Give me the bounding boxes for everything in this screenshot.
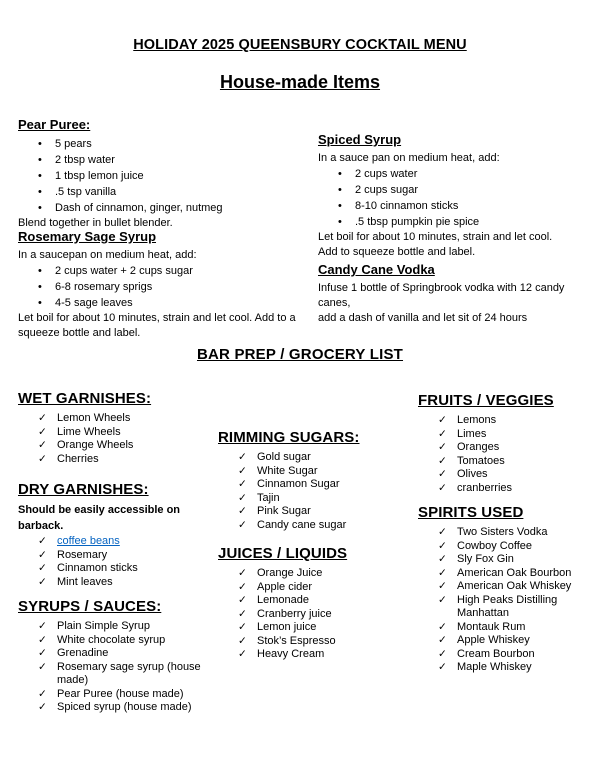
ingredient-label: Dash of cinnamon, ginger, nutmeg xyxy=(55,202,223,214)
check-icon: ✓ xyxy=(238,567,247,579)
section-title: FRUITS / VEGGIES xyxy=(418,392,554,409)
recipe-note-line: Add to squeeze bottle and label. xyxy=(318,246,476,258)
ingredient-item xyxy=(18,136,296,152)
bullet-icon: • xyxy=(38,186,42,198)
item-label: Lemon Wheels xyxy=(57,412,131,424)
item-label: Lime Wheels xyxy=(57,425,121,438)
item-label: Orange Juice xyxy=(257,567,323,579)
item-label: Pear Puree (house made) xyxy=(57,687,184,700)
ingredient-item xyxy=(18,152,296,168)
check-icon: ✓ xyxy=(438,539,447,552)
item-label: Maple Whiskey xyxy=(457,661,532,673)
recipe-note-line: Let boil for about 10 minutes, strain and let cool. Add to a xyxy=(18,312,296,324)
check-item xyxy=(418,648,594,662)
section-title: SYRUPS / SAUCES: xyxy=(18,598,162,615)
check-icon: ✓ xyxy=(238,594,247,606)
bullet-icon: • xyxy=(38,138,42,150)
ingredient-item xyxy=(18,279,296,295)
recipe-title: Rosemary Sage Syrup xyxy=(18,229,157,244)
item-label: White Sugar xyxy=(257,464,318,477)
check-icon: ✓ xyxy=(38,660,47,673)
recipe-note-line: Let boil for about 10 minutes, strain and let cool. xyxy=(318,231,553,243)
check-item xyxy=(418,455,594,469)
check-icon: ✓ xyxy=(38,633,47,646)
check-item xyxy=(218,478,404,492)
ingredient-label: 2 cups sugar xyxy=(355,184,418,196)
recipe-intro: In a sauce pan on medium heat, add: xyxy=(318,152,500,164)
check-icon: ✓ xyxy=(238,648,247,660)
check-icon: ✓ xyxy=(238,607,247,620)
check-item xyxy=(18,549,214,563)
page-subtitle: House-made Items xyxy=(219,72,381,92)
check-item xyxy=(418,553,594,567)
check-item xyxy=(18,701,214,715)
check-item xyxy=(18,426,214,440)
item-label: Grenadine xyxy=(57,647,109,659)
check-item xyxy=(218,451,404,465)
check-icon: ✓ xyxy=(238,478,247,490)
check-icon: ✓ xyxy=(38,535,47,547)
check-item xyxy=(218,567,404,581)
check-item xyxy=(218,505,404,519)
item-label: Lemonade xyxy=(257,594,309,606)
check-icon: ✓ xyxy=(38,439,47,451)
ingredient-item xyxy=(318,214,586,230)
item-label: Cream Bourbon xyxy=(457,647,535,660)
section-dry-garnishes xyxy=(18,480,214,589)
check-icon: ✓ xyxy=(438,481,447,494)
bullet-icon: • xyxy=(38,281,42,293)
grocery-column-right xyxy=(418,391,594,675)
item-label: Rosemary sage syrup (house made) xyxy=(57,660,201,686)
recipe-title: Pear Puree: xyxy=(18,117,91,132)
check-icon: ✓ xyxy=(438,553,447,565)
item-label: Limes xyxy=(457,427,487,440)
item-label: Cherries xyxy=(57,452,99,465)
recipe-spiced-syrup xyxy=(318,131,586,260)
check-icon: ✓ xyxy=(238,634,247,647)
item-label: American Oak Whiskey xyxy=(457,580,572,592)
check-item xyxy=(218,519,404,533)
item-label: White chocolate syrup xyxy=(57,633,166,646)
item-label: Heavy Cream xyxy=(257,648,325,660)
check-item xyxy=(218,465,404,479)
check-icon: ✓ xyxy=(238,505,247,517)
check-item xyxy=(18,562,214,576)
item-label: Pink Sugar xyxy=(257,505,311,517)
section-spirits-used xyxy=(418,503,594,675)
check-item xyxy=(218,581,404,595)
bullet-icon: • xyxy=(338,184,342,196)
grocery-column-left xyxy=(18,389,214,715)
recipe-note-line: Infuse 1 bottle of Springbrook vodka with 12 candy canes, xyxy=(318,282,565,309)
recipe-candy-cane-vodka xyxy=(318,261,588,326)
item-label: Plain Simple Syrup xyxy=(57,620,150,632)
item-label: Montauk Rum xyxy=(457,620,526,633)
check-item xyxy=(18,634,214,648)
check-item xyxy=(218,635,404,649)
check-icon: ✓ xyxy=(438,566,447,579)
ingredient-item xyxy=(18,263,296,279)
ingredient-label: .5 tsp vanilla xyxy=(55,186,117,198)
check-icon: ✓ xyxy=(438,620,447,633)
section-rimming-sugars xyxy=(218,428,404,532)
check-item xyxy=(418,621,594,635)
item-label: Tomatoes xyxy=(457,454,505,467)
check-item xyxy=(218,492,404,506)
item-label: Mint leaves xyxy=(57,575,113,588)
ingredient-item xyxy=(318,198,586,214)
check-icon: ✓ xyxy=(438,427,447,440)
item-label: cranberries xyxy=(457,481,513,494)
section-title: SPIRITS USED xyxy=(418,504,524,521)
check-icon: ✓ xyxy=(38,620,47,632)
check-item xyxy=(18,661,214,688)
item-label: Cinnamon sticks xyxy=(57,562,138,574)
check-item xyxy=(218,608,404,622)
check-icon: ✓ xyxy=(438,441,447,453)
grocery-column-middle xyxy=(218,428,404,662)
item-label: Cowboy Coffee xyxy=(457,539,533,552)
item-label: American Oak Bourbon xyxy=(457,566,572,579)
check-item xyxy=(418,594,594,621)
check-item xyxy=(418,482,594,496)
coffee-beans-link[interactable]: coffee beans xyxy=(57,535,120,547)
ingredient-label: 2 tbsp water xyxy=(55,154,115,166)
ingredient-label: 5 pears xyxy=(55,138,92,150)
ingredient-item xyxy=(18,168,296,184)
ingredient-label: .5 tbsp pumpkin pie spice xyxy=(355,216,480,228)
check-icon: ✓ xyxy=(438,593,447,606)
recipe-note-line: squeeze bottle and label. xyxy=(18,327,141,339)
check-icon: ✓ xyxy=(238,621,247,633)
check-icon: ✓ xyxy=(438,634,447,646)
ingredient-label: 1 tbsp lemon juice xyxy=(55,170,144,182)
bullet-icon: • xyxy=(338,216,342,228)
item-label: Rosemary xyxy=(57,548,108,561)
bar-prep-title: BAR PREP / GROCERY LIST xyxy=(196,346,404,363)
check-item xyxy=(418,428,594,442)
section-syrups-sauces xyxy=(18,597,214,715)
recipe-note-line: Blend together in bullet blender. xyxy=(18,217,173,229)
item-label: Gold sugar xyxy=(257,451,311,463)
ingredient-label: 6-8 rosemary sprigs xyxy=(55,281,153,293)
check-icon: ✓ xyxy=(438,454,447,467)
check-item xyxy=(218,594,404,608)
check-icon: ✓ xyxy=(238,464,247,477)
section-note-line: Should be easily accessible on xyxy=(18,504,181,516)
check-item xyxy=(18,576,214,590)
check-item xyxy=(418,634,594,648)
check-item xyxy=(418,468,594,482)
item-label: Oranges xyxy=(457,441,500,453)
recipe-rosemary-sage-syrup xyxy=(18,228,296,341)
item-label: Two Sisters Vodka xyxy=(457,526,548,538)
item-label: Olives xyxy=(457,468,488,480)
check-item xyxy=(418,540,594,554)
check-item xyxy=(18,620,214,634)
check-icon: ✓ xyxy=(438,647,447,660)
section-title: RIMMING SUGARS: xyxy=(218,429,360,446)
check-item xyxy=(418,526,594,540)
check-item xyxy=(18,688,214,702)
check-item xyxy=(18,453,214,467)
item-label: High Peaks Distilling Manhattan xyxy=(457,593,558,619)
check-item xyxy=(18,535,214,549)
recipe-note-line: add a dash of vanilla and let sit of 24 hours xyxy=(318,312,528,324)
check-icon: ✓ xyxy=(38,412,47,424)
item-label: Apple Whiskey xyxy=(457,634,530,646)
check-item xyxy=(18,412,214,426)
check-item xyxy=(218,621,404,635)
check-icon: ✓ xyxy=(38,701,47,713)
check-icon: ✓ xyxy=(238,518,247,531)
ingredient-item xyxy=(18,184,296,200)
check-icon: ✓ xyxy=(238,451,247,463)
ingredient-label: 2 cups water + 2 cups sugar xyxy=(55,265,193,277)
check-icon: ✓ xyxy=(38,425,47,438)
ingredient-item xyxy=(318,166,586,182)
section-wet-garnishes xyxy=(18,389,214,466)
check-icon: ✓ xyxy=(38,548,47,561)
bullet-icon: • xyxy=(38,154,42,166)
item-label: Cinnamon Sugar xyxy=(257,478,340,490)
section-fruits-veggies xyxy=(418,391,594,495)
check-icon: ✓ xyxy=(38,452,47,465)
bullet-icon: • xyxy=(38,265,42,277)
ingredient-label: 4-5 sage leaves xyxy=(55,297,133,309)
page-title: HOLIDAY 2025 QUEENSBURY COCKTAIL MENU xyxy=(133,37,467,53)
item-label: Lemon juice xyxy=(257,621,317,633)
ingredient-item xyxy=(318,182,586,198)
check-icon: ✓ xyxy=(438,526,447,538)
check-icon: ✓ xyxy=(438,661,447,673)
recipe-pear-puree xyxy=(18,116,296,231)
recipe-title: Candy Cane Vodka xyxy=(318,262,435,277)
item-label: Spiced syrup (house made) xyxy=(57,701,192,713)
item-label: Cranberry juice xyxy=(257,607,332,620)
check-icon: ✓ xyxy=(438,580,447,592)
recipe-intro: In a saucepan on medium heat, add: xyxy=(18,249,197,261)
item-label: Orange Wheels xyxy=(57,439,134,451)
check-item xyxy=(418,661,594,675)
ingredient-label: 8-10 cinnamon sticks xyxy=(355,200,459,212)
section-title: WET GARNISHES: xyxy=(18,390,152,407)
check-icon: ✓ xyxy=(38,647,47,659)
bullet-icon: • xyxy=(38,202,42,214)
check-item xyxy=(418,414,594,428)
section-note-line: barback. xyxy=(18,520,64,532)
item-label: Stok’s Espresso xyxy=(257,634,336,647)
check-icon: ✓ xyxy=(238,491,247,504)
item-label: Apple cider xyxy=(257,580,313,593)
item-label: Lemons xyxy=(457,414,497,426)
check-item xyxy=(18,647,214,661)
ingredient-item xyxy=(18,295,296,311)
recipe-title: Spiced Syrup xyxy=(318,132,402,147)
check-icon: ✓ xyxy=(238,580,247,593)
check-item xyxy=(18,439,214,453)
check-icon: ✓ xyxy=(438,468,447,480)
section-juices-liquids xyxy=(218,544,404,662)
check-item xyxy=(418,580,594,594)
check-icon: ✓ xyxy=(38,687,47,700)
item-label: Sly Fox Gin xyxy=(457,553,514,565)
check-icon: ✓ xyxy=(38,562,47,574)
section-title: DRY GARNISHES: xyxy=(18,481,149,498)
check-item xyxy=(418,441,594,455)
check-icon: ✓ xyxy=(38,575,47,588)
bullet-icon: • xyxy=(338,168,342,180)
check-item xyxy=(218,648,404,662)
ingredient-item xyxy=(18,200,296,216)
bullet-icon: • xyxy=(38,170,42,182)
check-icon: ✓ xyxy=(438,414,447,426)
bullet-icon: • xyxy=(38,297,42,309)
bullet-icon: • xyxy=(338,200,342,212)
ingredient-label: 2 cups water xyxy=(355,168,418,180)
check-item xyxy=(418,567,594,581)
section-title: JUICES / LIQUIDS xyxy=(218,545,348,562)
item-label: Tajin xyxy=(257,491,280,504)
item-label: Candy cane sugar xyxy=(257,518,347,531)
